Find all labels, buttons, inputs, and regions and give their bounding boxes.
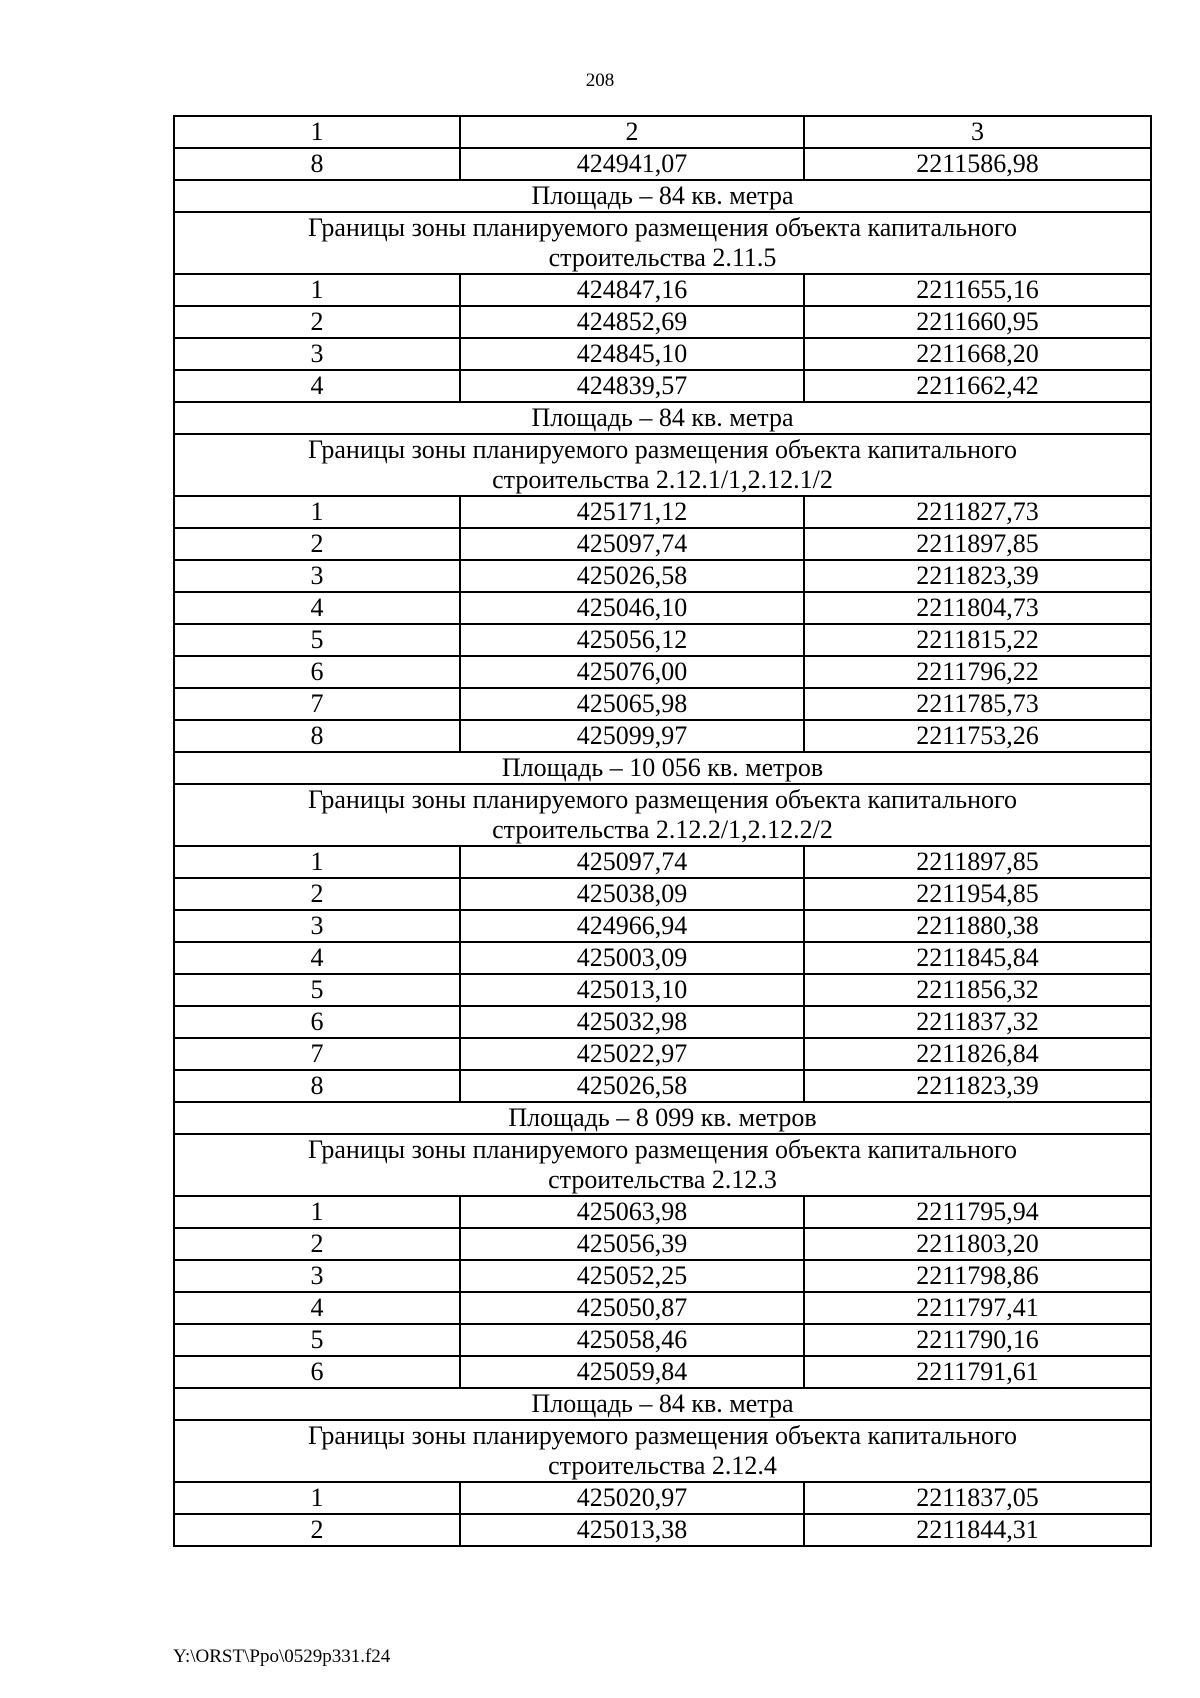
- y-coordinate-cell: 2211586,98: [804, 148, 1151, 180]
- y-coordinate-cell: 2211753,26: [804, 720, 1151, 752]
- table-row: [174, 496, 1151, 528]
- area-row: [174, 752, 1151, 784]
- point-number-cell: 4: [174, 942, 460, 974]
- table-row: [174, 1196, 1151, 1228]
- point-number-cell: 5: [174, 1324, 460, 1356]
- y-coordinate-cell: 2211795,94: [804, 1196, 1151, 1228]
- x-coordinate-cell: 425013,38: [460, 1514, 804, 1546]
- x-coordinate-cell: 425171,12: [460, 496, 804, 528]
- point-number-cell: 6: [174, 1006, 460, 1038]
- zone-heading-line1: Границы зоны планируемого размещения объекта капитального: [307, 1421, 1018, 1450]
- y-coordinate-cell: 2211856,32: [804, 974, 1151, 1006]
- table-row: [174, 370, 1151, 402]
- table-row: [174, 148, 1151, 180]
- table-body: [174, 148, 1151, 1546]
- table-row: [174, 1482, 1151, 1514]
- table-row: [174, 1356, 1151, 1388]
- area-cell: Площадь – 84 кв. метра: [174, 1388, 1151, 1420]
- zone-heading-row: [174, 1134, 1151, 1196]
- zone-heading-row: [174, 784, 1151, 846]
- zone-heading-line1: Границы зоны планируемого размещения объекта капитального: [307, 785, 1018, 814]
- table-row: [174, 910, 1151, 942]
- x-coordinate-cell: 425026,58: [460, 560, 804, 592]
- point-number-cell: 6: [174, 656, 460, 688]
- x-coordinate-cell: 425056,12: [460, 624, 804, 656]
- point-number-cell: 4: [174, 592, 460, 624]
- point-number-cell: 1: [174, 496, 460, 528]
- point-number-cell: 3: [174, 338, 460, 370]
- point-number-cell: 1: [174, 1196, 460, 1228]
- y-coordinate-cell: 2211798,86: [804, 1260, 1151, 1292]
- x-coordinate-cell: 424966,94: [460, 910, 804, 942]
- y-coordinate-cell: 2211803,20: [804, 1228, 1151, 1260]
- x-coordinate-cell: 425038,09: [460, 878, 804, 910]
- zone-heading-cell: [174, 212, 1151, 274]
- zone-heading-cell: [174, 784, 1151, 846]
- table-row: [174, 1228, 1151, 1260]
- x-coordinate-cell: 425046,10: [460, 592, 804, 624]
- point-number-cell: 1: [174, 1482, 460, 1514]
- y-coordinate-cell: 2211827,73: [804, 496, 1151, 528]
- table-row: [174, 274, 1151, 306]
- table-row: [174, 306, 1151, 338]
- point-number-cell: 4: [174, 370, 460, 402]
- y-coordinate-cell: 2211660,95: [804, 306, 1151, 338]
- x-coordinate-cell: 424852,69: [460, 306, 804, 338]
- y-coordinate-cell: 2211785,73: [804, 688, 1151, 720]
- area-row: [174, 402, 1151, 434]
- table-row: [174, 974, 1151, 1006]
- point-number-cell: 1: [174, 846, 460, 878]
- point-number-cell: 6: [174, 1356, 460, 1388]
- header-cell-y: 3: [804, 116, 1151, 148]
- zone-heading-row: [174, 434, 1151, 496]
- zone-heading-row: [174, 1420, 1151, 1482]
- y-coordinate-cell: 2211797,41: [804, 1292, 1151, 1324]
- table-row: [174, 688, 1151, 720]
- y-coordinate-cell: 2211837,32: [804, 1006, 1151, 1038]
- point-number-cell: 5: [174, 624, 460, 656]
- point-number-cell: 3: [174, 560, 460, 592]
- x-coordinate-cell: 425052,25: [460, 1260, 804, 1292]
- x-coordinate-cell: 425097,74: [460, 846, 804, 878]
- x-coordinate-cell: 425050,87: [460, 1292, 804, 1324]
- header-cell-x: 2: [460, 116, 804, 148]
- point-number-cell: 8: [174, 1070, 460, 1102]
- x-coordinate-cell: 425013,10: [460, 974, 804, 1006]
- y-coordinate-cell: 2211845,84: [804, 942, 1151, 974]
- table-row: [174, 338, 1151, 370]
- zone-heading-line2: строительства 2.12.2/1,2.12.2/2: [492, 815, 833, 844]
- area-row: [174, 1388, 1151, 1420]
- table-row: [174, 592, 1151, 624]
- zone-heading-line2: строительства 2.12.1/1,2.12.1/2: [492, 465, 833, 494]
- zone-heading-line2: строительства 2.12.3: [548, 1165, 777, 1194]
- y-coordinate-cell: 2211815,22: [804, 624, 1151, 656]
- x-coordinate-cell: 425003,09: [460, 942, 804, 974]
- point-number-cell: 2: [174, 528, 460, 560]
- page-number: 208: [585, 70, 615, 91]
- zone-heading-cell: [174, 1134, 1151, 1196]
- table-row: [174, 560, 1151, 592]
- point-number-cell: 5: [174, 974, 460, 1006]
- point-number-cell: 2: [174, 306, 460, 338]
- zone-heading-line1: Границы зоны планируемого размещения объекта капитального: [307, 435, 1018, 464]
- table-row: [174, 1006, 1151, 1038]
- zone-heading-cell: [174, 434, 1151, 496]
- y-coordinate-cell: 2211804,73: [804, 592, 1151, 624]
- y-coordinate-cell: 2211655,16: [804, 274, 1151, 306]
- y-coordinate-cell: 2211791,61: [804, 1356, 1151, 1388]
- y-coordinate-cell: 2211823,39: [804, 560, 1151, 592]
- x-coordinate-cell: 425065,98: [460, 688, 804, 720]
- y-coordinate-cell: 2211790,16: [804, 1324, 1151, 1356]
- y-coordinate-cell: 2211897,85: [804, 528, 1151, 560]
- table-row: [174, 656, 1151, 688]
- area-cell: Площадь – 10 056 кв. метров: [174, 752, 1151, 784]
- y-coordinate-cell: 2211897,85: [804, 846, 1151, 878]
- table-row: [174, 1324, 1151, 1356]
- x-coordinate-cell: 425022,97: [460, 1038, 804, 1070]
- table-row: [174, 720, 1151, 752]
- table-row: [174, 1070, 1151, 1102]
- zone-heading-line1: Границы зоны планируемого размещения объекта капитального: [307, 213, 1018, 242]
- point-number-cell: 2: [174, 1228, 460, 1260]
- zone-heading-row: [174, 212, 1151, 274]
- point-number-cell: 8: [174, 720, 460, 752]
- y-coordinate-cell: 2211837,05: [804, 1482, 1151, 1514]
- x-coordinate-cell: 425026,58: [460, 1070, 804, 1102]
- point-number-cell: 2: [174, 878, 460, 910]
- x-coordinate-cell: 424845,10: [460, 338, 804, 370]
- point-number-cell: 1: [174, 274, 460, 306]
- point-number-cell: 7: [174, 1038, 460, 1070]
- point-number-cell: 8: [174, 148, 460, 180]
- y-coordinate-cell: 2211954,85: [804, 878, 1151, 910]
- point-number-cell: 4: [174, 1292, 460, 1324]
- table-row: [174, 878, 1151, 910]
- zone-heading-cell: [174, 1420, 1151, 1482]
- x-coordinate-cell: 425020,97: [460, 1482, 804, 1514]
- area-cell: Площадь – 84 кв. метра: [174, 402, 1151, 434]
- table-row: [174, 624, 1151, 656]
- y-coordinate-cell: 2211668,20: [804, 338, 1151, 370]
- x-coordinate-cell: 425058,46: [460, 1324, 804, 1356]
- area-row: [174, 180, 1151, 212]
- x-coordinate-cell: 424839,57: [460, 370, 804, 402]
- table-row: [174, 1260, 1151, 1292]
- x-coordinate-cell: 425056,39: [460, 1228, 804, 1260]
- point-number-cell: 2: [174, 1514, 460, 1546]
- footer-file-path: Y:\ORST\Ppo\0529p331.f24: [173, 1646, 391, 1667]
- x-coordinate-cell: 425032,98: [460, 1006, 804, 1038]
- x-coordinate-cell: 425097,74: [460, 528, 804, 560]
- area-row: [174, 1102, 1151, 1134]
- zone-heading-line1: Границы зоны планируемого размещения объекта капитального: [307, 1135, 1018, 1164]
- point-number-cell: 3: [174, 1260, 460, 1292]
- x-coordinate-cell: 425099,97: [460, 720, 804, 752]
- y-coordinate-cell: 2211662,42: [804, 370, 1151, 402]
- point-number-cell: 3: [174, 910, 460, 942]
- zone-heading-line2: строительства 2.11.5: [548, 243, 777, 272]
- area-cell: Площадь – 8 099 кв. метров: [174, 1102, 1151, 1134]
- area-cell: Площадь – 84 кв. метра: [174, 180, 1151, 212]
- y-coordinate-cell: 2211796,22: [804, 656, 1151, 688]
- table-row: [174, 528, 1151, 560]
- x-coordinate-cell: 424847,16: [460, 274, 804, 306]
- x-coordinate-cell: 425059,84: [460, 1356, 804, 1388]
- point-number-cell: 7: [174, 688, 460, 720]
- zone-heading-line2: строительства 2.12.4: [548, 1451, 777, 1480]
- x-coordinate-cell: 424941,07: [460, 148, 804, 180]
- x-coordinate-cell: 425076,00: [460, 656, 804, 688]
- coordinates-table: [173, 115, 1152, 1547]
- header-cell-point-number: 1: [174, 116, 460, 148]
- table-header-row: [174, 116, 1151, 148]
- y-coordinate-cell: 2211826,84: [804, 1038, 1151, 1070]
- table-row: [174, 1292, 1151, 1324]
- table-row: [174, 1514, 1151, 1546]
- table-row: [174, 1038, 1151, 1070]
- table-row: [174, 846, 1151, 878]
- y-coordinate-cell: 2211880,38: [804, 910, 1151, 942]
- y-coordinate-cell: 2211823,39: [804, 1070, 1151, 1102]
- y-coordinate-cell: 2211844,31: [804, 1514, 1151, 1546]
- x-coordinate-cell: 425063,98: [460, 1196, 804, 1228]
- table-row: [174, 942, 1151, 974]
